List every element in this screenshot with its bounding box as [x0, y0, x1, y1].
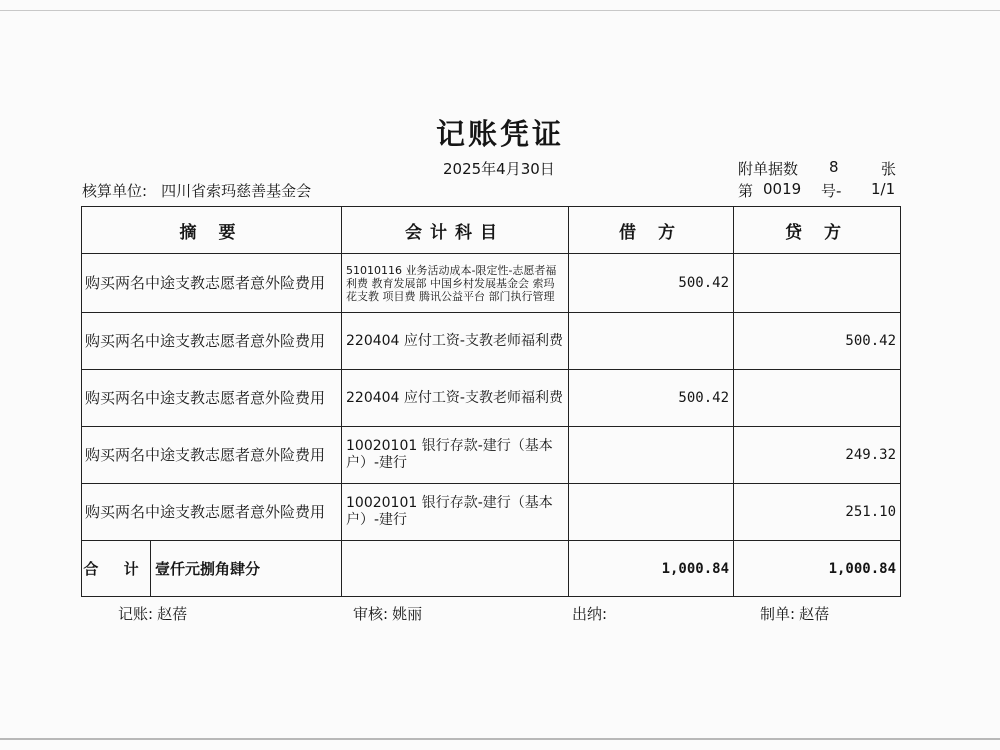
- voucher-number-prefix: 第: [738, 182, 754, 200]
- attachment-number: 8: [829, 158, 839, 176]
- row-summary: 购买两名中途支教志愿者意外险费用: [82, 370, 342, 427]
- row-debit: [569, 484, 734, 541]
- row-debit: 500.42: [569, 254, 734, 313]
- reviewer-label: 审核:: [353, 605, 389, 623]
- accounting-unit: [82, 180, 311, 201]
- reviewer-name: 姚丽: [392, 605, 423, 623]
- scan-edge-bottom: [0, 738, 1000, 740]
- row-account: 220404 应付工资-支教老师福利费: [342, 313, 569, 370]
- row-summary: 购买两名中途支教志愿者意外险费用: [82, 484, 342, 541]
- row-summary: 购买两名中途支教志愿者意外险费用: [82, 254, 342, 313]
- row-credit: [734, 370, 901, 427]
- total-row: [82, 541, 901, 597]
- table-row: [82, 370, 901, 427]
- table-row: [82, 427, 901, 484]
- row-summary: 购买两名中途支教志愿者意外险费用: [82, 427, 342, 484]
- table-row: [82, 254, 901, 313]
- table-row: [82, 484, 901, 541]
- row-credit: 251.10: [734, 484, 901, 541]
- bookkeeper-label: 记账:: [118, 605, 154, 623]
- voucher-number-value: 0019: [763, 180, 802, 198]
- total-debit: 1,000.84: [569, 541, 734, 597]
- preparer-name: 赵蓓: [799, 605, 830, 623]
- attachment-count: [738, 158, 897, 179]
- voucher-page: 1/1: [871, 180, 896, 198]
- reviewer: [353, 603, 422, 624]
- preparer: [760, 603, 829, 624]
- total-cell: [82, 541, 342, 597]
- row-debit: 500.42: [569, 370, 734, 427]
- row-account: 10020101 银行存款-建行（基本户）-建行: [342, 427, 569, 484]
- table-header-row: [82, 207, 901, 254]
- row-credit: 249.32: [734, 427, 901, 484]
- header-credit: 贷 方: [734, 207, 901, 254]
- preparer-label: 制单:: [760, 605, 796, 623]
- row-account: 10020101 银行存款-建行（基本户）-建行: [342, 484, 569, 541]
- table-row: [82, 313, 901, 370]
- row-debit: [569, 313, 734, 370]
- total-label: 合 计: [82, 541, 151, 596]
- row-account: 220404 应付工资-支教老师福利费: [342, 370, 569, 427]
- header-account: 会计科目: [342, 207, 569, 254]
- scan-edge-top: [0, 10, 1000, 11]
- total-amount-words: 壹仟元捌角肆分: [155, 560, 261, 578]
- total-spacer: [342, 541, 569, 597]
- header-debit: 借 方: [569, 207, 734, 254]
- voucher-title: 记账凭证: [435, 117, 564, 151]
- accounting-unit-label: 核算单位:: [82, 182, 148, 200]
- row-account: 51010116 业务活动成本-限定性-志愿者福利费 教育发展部 中国乡村发展基金会 索玛花支教 项目费 腾讯公益平台 部门执行管理: [342, 254, 569, 313]
- attachment-unit: 张: [881, 160, 897, 178]
- row-debit: [569, 427, 734, 484]
- header-summary: 摘 要: [82, 207, 342, 254]
- total-credit: 1,000.84: [734, 541, 901, 597]
- bookkeeper: [118, 603, 187, 624]
- attachment-label: 附单据数: [738, 160, 799, 178]
- cashier: [572, 603, 611, 624]
- voucher-number-suffix: 号-: [821, 182, 842, 200]
- row-credit: 500.42: [734, 313, 901, 370]
- row-summary: 购买两名中途支教志愿者意外险费用: [82, 313, 342, 370]
- accounting-unit-name: 四川省索玛慈善基金会: [161, 182, 312, 200]
- voucher-table: [81, 206, 901, 597]
- voucher-date: 2025年4月30日: [443, 160, 555, 178]
- row-credit: [734, 254, 901, 313]
- bookkeeper-name: 赵蓓: [157, 605, 188, 623]
- cashier-label: 出纳:: [572, 605, 608, 623]
